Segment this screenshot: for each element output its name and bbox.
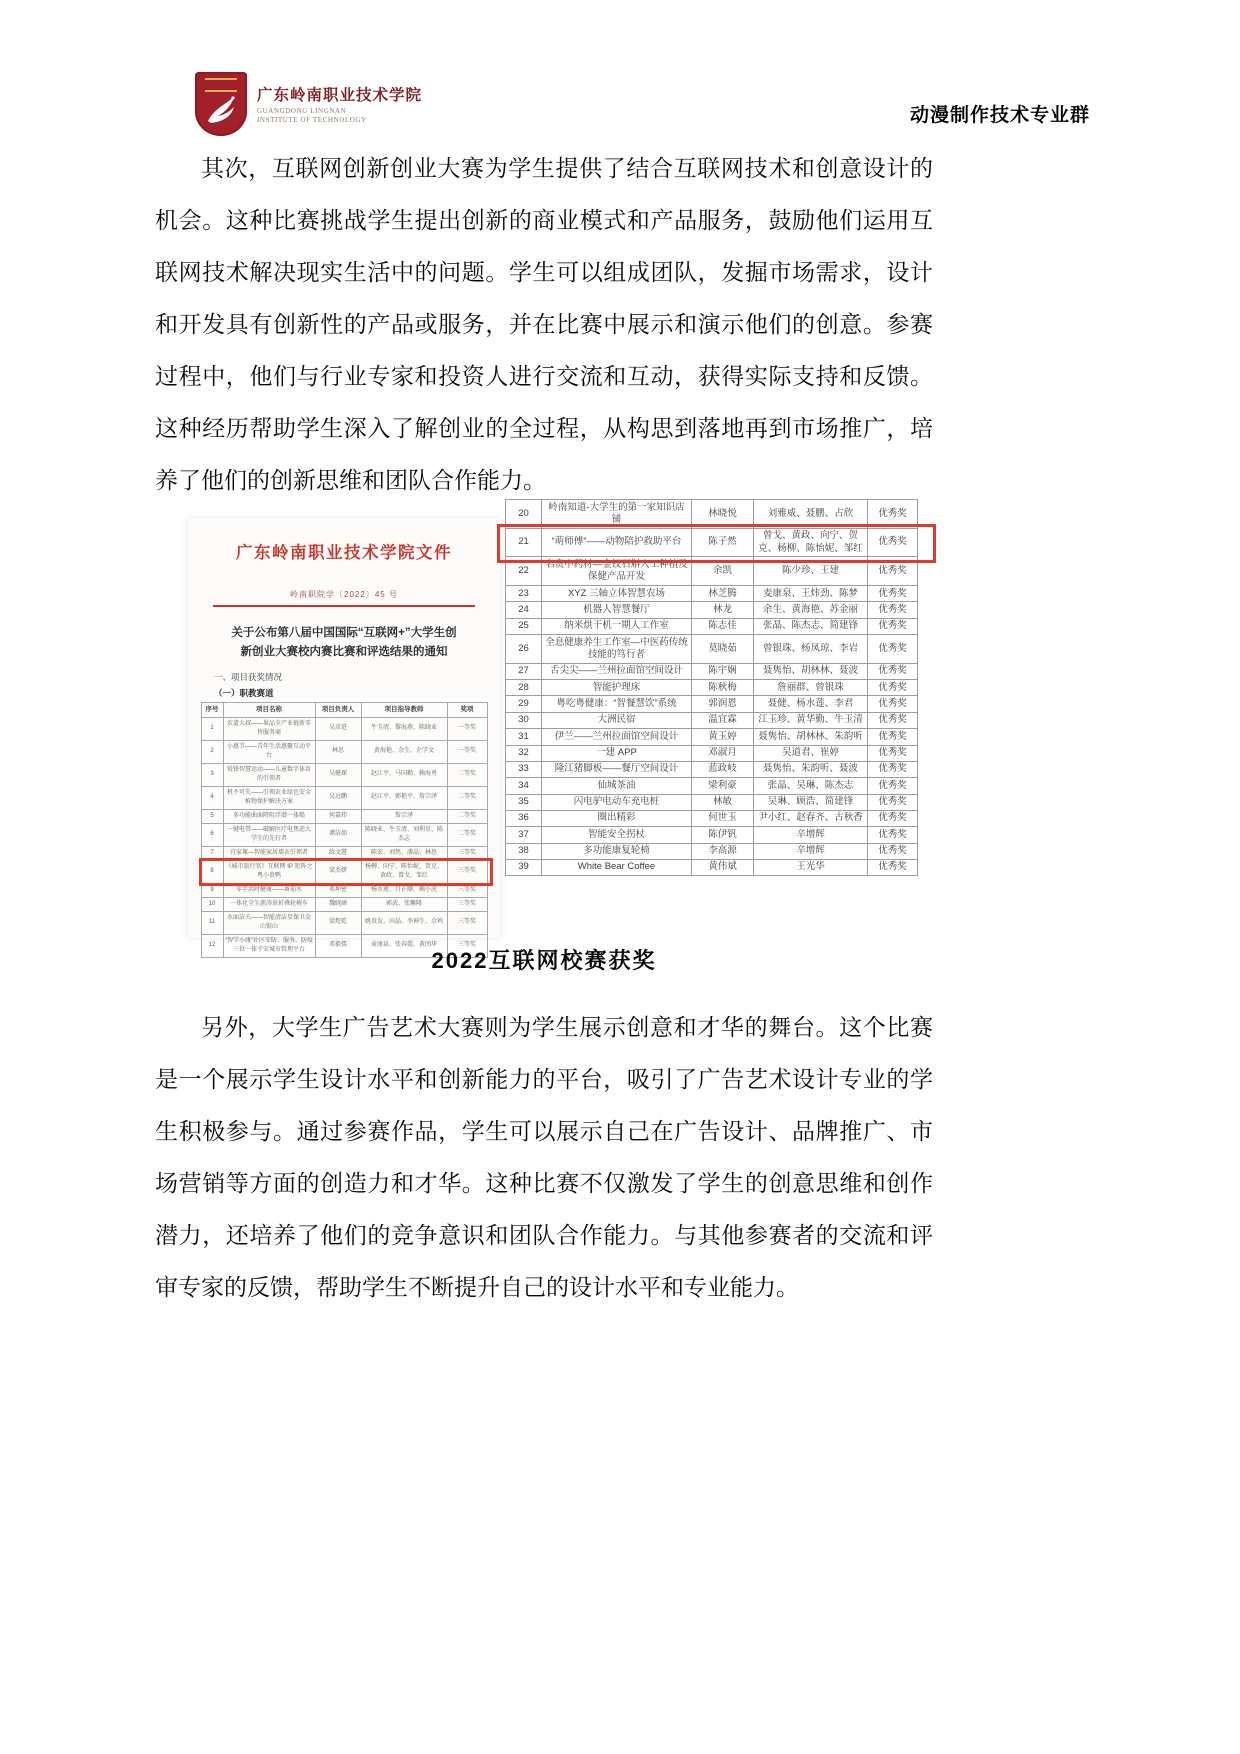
table-cell: 三等奖	[447, 911, 487, 934]
table-cell: 28	[506, 680, 542, 696]
table-row	[506, 602, 918, 618]
table-cell: 锐锋智慧运动——儿童数字体育的引领者	[223, 763, 315, 786]
table-cell: 林思	[315, 740, 361, 763]
table-cell: 37	[506, 827, 542, 843]
table-cell: 优秀奖	[868, 500, 918, 529]
table-cell: 麦康泉、王炜劲、陈梦	[754, 586, 868, 602]
table-cell: 优秀奖	[868, 602, 918, 618]
table-row	[506, 778, 918, 794]
table-cell: 序号	[201, 702, 223, 717]
table-cell: 聂隽怡、胡林林、朱韵听	[754, 729, 868, 745]
table-cell: 陈少珍、王建	[754, 557, 868, 586]
table-cell: 张晶、吴琳、陈杰志	[754, 778, 868, 794]
table-row	[506, 680, 918, 696]
table-row	[506, 663, 918, 679]
table-cell: 优秀奖	[868, 729, 918, 745]
table-cell: 项目负责人	[315, 702, 361, 717]
school-name-en-line1: GUANGDONG LINGNAN	[257, 106, 347, 115]
table-cell: 8	[201, 860, 223, 883]
table-cell: 《城市旅行官》互联网 IP 矩阵之粤小贵鸭	[223, 860, 315, 883]
table-cell: XYZ 三轴立体智慧农场	[542, 586, 692, 602]
table-row	[506, 843, 918, 859]
notice-section-2: （一）职教赛道	[214, 687, 274, 698]
table-cell: 零字活时健康——番茄水	[223, 883, 315, 897]
table-cell: 邓毅儒	[315, 934, 361, 957]
table-cell: 陈志佳	[692, 618, 754, 634]
table-cell: White Bear Coffee	[542, 859, 692, 875]
table-cell: 陈宏、刘隽、潘晶、林思	[361, 846, 447, 860]
table-cell: 圈出精彩	[542, 810, 692, 826]
table-row	[201, 897, 487, 911]
table-cell: 二等奖	[447, 786, 487, 809]
table-cell: 伊兰——兰州拉面馆空间设计	[542, 729, 692, 745]
table-cell: 23	[506, 586, 542, 602]
table-cell: 优秀奖	[868, 696, 918, 712]
table-cell: 优秀奖	[868, 778, 918, 794]
table-cell: 江玉珍、黄华勤、牛玉清	[754, 712, 868, 728]
table-cell: 2	[201, 740, 223, 763]
table-row	[201, 846, 487, 860]
crane-icon	[201, 90, 241, 130]
table-cell: 纳米烘干机一期人工作室	[542, 618, 692, 634]
notice-title-line1: 关于公布第八届中国国际“互联网+”大学生创	[231, 627, 457, 639]
table-cell: 奖项	[447, 702, 487, 717]
table-cell: 余凯	[692, 557, 754, 586]
table-row	[201, 786, 487, 809]
table-cell: 优秀奖	[868, 745, 918, 761]
table-cell: 林龙	[692, 602, 754, 618]
table-cell: 吴彦进	[315, 717, 361, 740]
table-cell: 练文慧	[315, 846, 361, 860]
table-cell: 辛增辉	[754, 843, 868, 859]
table-cell: 余生、黄海艳、苏金丽	[754, 602, 868, 618]
notice-red-title: 广东岭南职业技术学院文件	[236, 544, 452, 562]
table-cell: 20	[506, 500, 542, 529]
table-cell: 优秀奖	[868, 810, 918, 826]
header-program-title: 动漫制作技术专业群	[909, 105, 1090, 126]
table-cell: 二等奖	[447, 809, 487, 823]
table-cell: 6	[201, 823, 223, 846]
school-shield-icon	[195, 72, 247, 136]
table-cell: 吴健琛	[315, 763, 361, 786]
table-cell: 优秀奖	[868, 712, 918, 728]
table-row	[201, 911, 487, 934]
table-cell: 曾银珠、杨凤琼、李岩	[754, 635, 868, 664]
table-cell: 机不可失——引领农业绿色安全植物保护解决方案	[223, 786, 315, 809]
school-name-cn: 广东岭南职业技术学院	[257, 86, 423, 104]
table-cell: 机器人智慧餐厅	[542, 602, 692, 618]
table-cell: 蓝政岐	[692, 761, 754, 777]
figure-caption: 2022互联网校赛获奖	[431, 948, 657, 973]
table-row	[201, 860, 487, 883]
table-cell: 黄伟斌	[692, 859, 754, 875]
table-cell: 4	[201, 786, 223, 809]
table-cell: 魏晓涵	[315, 897, 361, 911]
table-cell: 农道大叔——果品全产业链新零售服务商	[223, 717, 315, 740]
table-cell: 郭武、张馨隆	[361, 897, 447, 911]
school-name-block	[257, 83, 422, 126]
table-cell: 何嘉炜	[315, 809, 361, 823]
table-cell: 26	[506, 635, 542, 664]
table-cell: 优秀奖	[868, 827, 918, 843]
table-row	[506, 859, 918, 875]
table-cell: 小惠节——青年生活惠聚互动平台	[223, 740, 315, 763]
table-cell: 牛玉清、黎海燕、陈晓业	[361, 717, 447, 740]
table-cell: 二等奖	[447, 763, 487, 786]
table-row	[506, 635, 918, 664]
table-cell: 梁利豪	[692, 778, 754, 794]
table-cell: 辛增辉	[754, 827, 868, 843]
table-row	[201, 763, 487, 786]
table-cell: “智学小康”社区安防、服务、防疫三位一体平安城市管理平台	[223, 934, 315, 957]
table-cell: “萌师傅”——动物陪护救助平台	[542, 528, 692, 557]
table-cell: 项目指导教师	[361, 702, 447, 717]
table-cell: 优秀奖	[868, 761, 918, 777]
table-cell: 二等奖	[447, 823, 487, 846]
table-cell: 姚贵发、田晶、李神生、佘鸡	[361, 911, 447, 934]
table-cell: 岭南知道-大学生的第一家知识店铺	[542, 500, 692, 529]
table-cell: 吴道君、崔婷	[754, 745, 868, 761]
notice-doc-number: 岭南职院学〔2022〕45 号	[290, 590, 398, 599]
table-row	[506, 557, 918, 586]
table-cell: 邓淑月	[692, 745, 754, 761]
table-cell: 谭洁如	[315, 823, 361, 846]
table-cell: 一体化全生涯涛景折叠轮椅车	[223, 897, 315, 911]
table-cell: 优秀奖	[868, 843, 918, 859]
table-cell: 林敏	[692, 794, 754, 810]
school-name-en	[257, 107, 422, 126]
table-cell: 38	[506, 843, 542, 859]
table-row	[506, 618, 918, 634]
table-cell: 25	[506, 618, 542, 634]
table-cell: 优秀奖	[868, 528, 918, 557]
table-row	[506, 810, 918, 826]
table-cell: 詹丽群、曾银珠	[754, 680, 868, 696]
table-cell: 优秀奖	[868, 586, 918, 602]
table-cell: 多功能曲面降阻浮潜一体船	[223, 809, 315, 823]
table-cell: 三等奖	[447, 897, 487, 911]
table-cell: 吴远鹏	[315, 786, 361, 809]
table-cell: 郭润恩	[692, 696, 754, 712]
table-cell: 优秀奖	[868, 859, 918, 875]
table-cell: 吴琳、顾浩、简建锋	[754, 794, 868, 810]
notice-document-image	[188, 518, 500, 953]
table-cell: 优秀奖	[868, 635, 918, 664]
table-cell: 34	[506, 778, 542, 794]
table-cell: 智能护理床	[542, 680, 692, 696]
table-row	[201, 809, 487, 823]
table-cell: 11	[201, 911, 223, 934]
table-cell: 32	[506, 745, 542, 761]
table-cell: 水面洁夫——智能清洁星保卫金山银山	[223, 911, 315, 934]
school-logo	[195, 72, 422, 136]
table-row	[201, 883, 487, 897]
table-cell: 聂健、杨水莲、李君	[754, 696, 868, 712]
table-row	[506, 794, 918, 810]
table-cell: 陈宇娴	[692, 663, 754, 679]
table-row	[506, 500, 918, 529]
notice-title	[188, 624, 500, 662]
table-cell: 詹宗泽	[361, 809, 447, 823]
table-cell: 12	[201, 934, 223, 957]
table-cell: 24	[506, 602, 542, 618]
table-cell: 29	[506, 696, 542, 712]
table-cell: 隆江猪脚板——餐厅空间设计	[542, 761, 692, 777]
table-cell: 温宜霖	[692, 712, 754, 728]
table-cell: 陈晓业、牛玉清、刘利星、陈杰志	[361, 823, 447, 846]
table-cell: 项目名称	[223, 702, 315, 717]
table-cell: 赵江平、郭艳平、詹宗泽	[361, 786, 447, 809]
table-cell: 多功能康复轮椅	[542, 843, 692, 859]
table-row	[506, 586, 918, 602]
table-row	[201, 823, 487, 846]
table-row	[506, 745, 918, 761]
table-cell: 22	[506, 557, 542, 586]
table-cell: 1	[201, 717, 223, 740]
table-cell: 林芝腾	[692, 586, 754, 602]
table-row	[506, 696, 918, 712]
table-cell: 聂隽怡、朱韵听、聂波	[754, 761, 868, 777]
table-cell: 王光华	[754, 859, 868, 875]
table-cell: 10	[201, 897, 223, 911]
table-row	[506, 712, 918, 728]
table-cell: 仙城茶油	[542, 778, 692, 794]
table-cell: 莫晓茹	[692, 635, 754, 664]
table-cell: 优秀奖	[868, 680, 918, 696]
notice-title-line2: 新创业大赛校内赛比赛和评选结果的通知	[240, 645, 448, 658]
table-cell: 杨水莲、月正顺、赖小虎	[361, 883, 447, 897]
school-name-en-line2: INSTITUTE OF TECHNOLOGY	[257, 116, 367, 124]
paragraph-2: 另外，大学生广告艺术大赛则为学生展示创意和才华的舞台。这个比赛是一个展示学生设计水平和创新能力的平台，吸引了广告艺术设计专业的学生积极参与。通过参赛作品，学生可以展示自己在广告设计、品牌推广、市场营销等方面的创造力和才华。这种比赛不仅激发了学生的创意思维和创作潜力，还培养了他们的竞争意识和团队合作能力。与其他参赛者的交流和评审专家的反馈，帮助学生不断提升自己的设计水平和专业能力。	[155, 1015, 933, 1300]
table-cell: 林晓悦	[692, 500, 754, 529]
table-cell: 31	[506, 729, 542, 745]
table-cell: 李高源	[692, 843, 754, 859]
table-cell: 刘雅威、聂鹏、占欣	[754, 500, 868, 529]
table-row	[506, 761, 918, 777]
paragraph-1: 其次，互联网创新创业大赛为学生提供了结合互联网技术和创意设计的机会。这种比赛挑战学生提出创新的商业模式和产品服务，鼓励他们运用互联网技术解决现实生活中的问题。学生可以组成团队，发掘市场需求，设计和开发具有创新性的产品或服务，并在比赛中展示和演示他们的创意。参赛过程中，他们与行业专家和投资人进行交流和互动，获得实际支持和反馈。这种经历帮助学生深入了解创业的全过程，从构思到落地再到市场推广，培养了他们的创新思维和团队合作能力。	[155, 156, 933, 493]
table-cell: 21	[506, 528, 542, 557]
table-cell: 宜家塚—智能家居墙衣引领者	[223, 846, 315, 860]
table-cell: 三等奖	[447, 934, 487, 957]
table-cell: 一键电带——破解医疗电焦虑大学生的先行者	[223, 823, 315, 846]
table-cell: 黄海艳、余生、企学文	[361, 740, 447, 763]
table-cell: 三等奖	[447, 860, 487, 883]
table-cell: 30	[506, 712, 542, 728]
table-cell: 舌尖尖——兰州拉面馆空间设计	[542, 663, 692, 679]
table-cell: 陈伊钒	[692, 827, 754, 843]
table-cell: 粤吃粤健康：“智餐慧饮”系统	[542, 696, 692, 712]
table-cell: 麦康泉、张春霞、黄闰华	[361, 934, 447, 957]
notice-section-1: 一、项目获奖情况	[214, 671, 283, 682]
table-cell: 曾戈、黄政、向宁、贺克、杨柳、陈怡妮、邹红	[754, 528, 868, 557]
table-row	[201, 702, 487, 717]
table-cell: 33	[506, 761, 542, 777]
table-cell: 大洲民宿	[542, 712, 692, 728]
table-cell: 智能安全拐杖	[542, 827, 692, 843]
table-cell: 赵江平、马国勤、赖海勇	[361, 763, 447, 786]
table-cell: 9	[201, 883, 223, 897]
table-cell: 27	[506, 663, 542, 679]
table-cell: 35	[506, 794, 542, 810]
awards-figure	[155, 455, 945, 953]
table-cell: 三等奖	[447, 883, 487, 897]
table-cell: 3	[201, 763, 223, 786]
notice-red-rule	[213, 605, 475, 607]
table-cell: 优秀奖	[868, 663, 918, 679]
table-cell: 优秀奖	[868, 794, 918, 810]
table-cell: 尹小红、赵春齐、古秋香	[754, 810, 868, 826]
table-cell: 三等奖	[447, 846, 487, 860]
table-cell: 36	[506, 810, 542, 826]
table-cell: 黄玉婷	[692, 729, 754, 745]
table-row	[506, 827, 918, 843]
table-cell: 梁杰妍	[315, 860, 361, 883]
table-row	[506, 528, 918, 557]
table-cell: 陈子然	[692, 528, 754, 557]
table-cell: 名贵中药材—金钗石斛人工种植及保健产品开发	[542, 557, 692, 586]
table-cell: 陈秋梅	[692, 680, 754, 696]
table-cell: 5	[201, 809, 223, 823]
notice-award-table	[201, 702, 488, 958]
table-cell: 39	[506, 859, 542, 875]
table-cell: 一建 APP	[542, 745, 692, 761]
table-row	[506, 729, 918, 745]
table-cell: 7	[201, 846, 223, 860]
table-cell: 优秀奖	[868, 618, 918, 634]
table-cell: 何世玉	[692, 810, 754, 826]
table-cell: 杨柳、向宁、陈怡妮、贺克、黄政、曾戈、邹红	[361, 860, 447, 883]
table-cell: 张晶、陈杰志、简建锋	[754, 618, 868, 634]
table-cell: 一等奖	[447, 740, 487, 763]
table-cell: 全息健康养生工作室—中医药传统技能的笃行者	[542, 635, 692, 664]
table-row	[201, 740, 487, 763]
table-cell: 一等奖	[447, 717, 487, 740]
table-cell: 优秀奖	[868, 557, 918, 586]
table-cell: 闪电驴电动车充电桩	[542, 794, 692, 810]
table-cell: 梁煜乾	[315, 911, 361, 934]
table-row	[201, 717, 487, 740]
campus-award-table	[505, 499, 918, 876]
table-cell: 聂隽怡、胡林林、聂波	[754, 663, 868, 679]
table-cell: 邓坤密	[315, 883, 361, 897]
